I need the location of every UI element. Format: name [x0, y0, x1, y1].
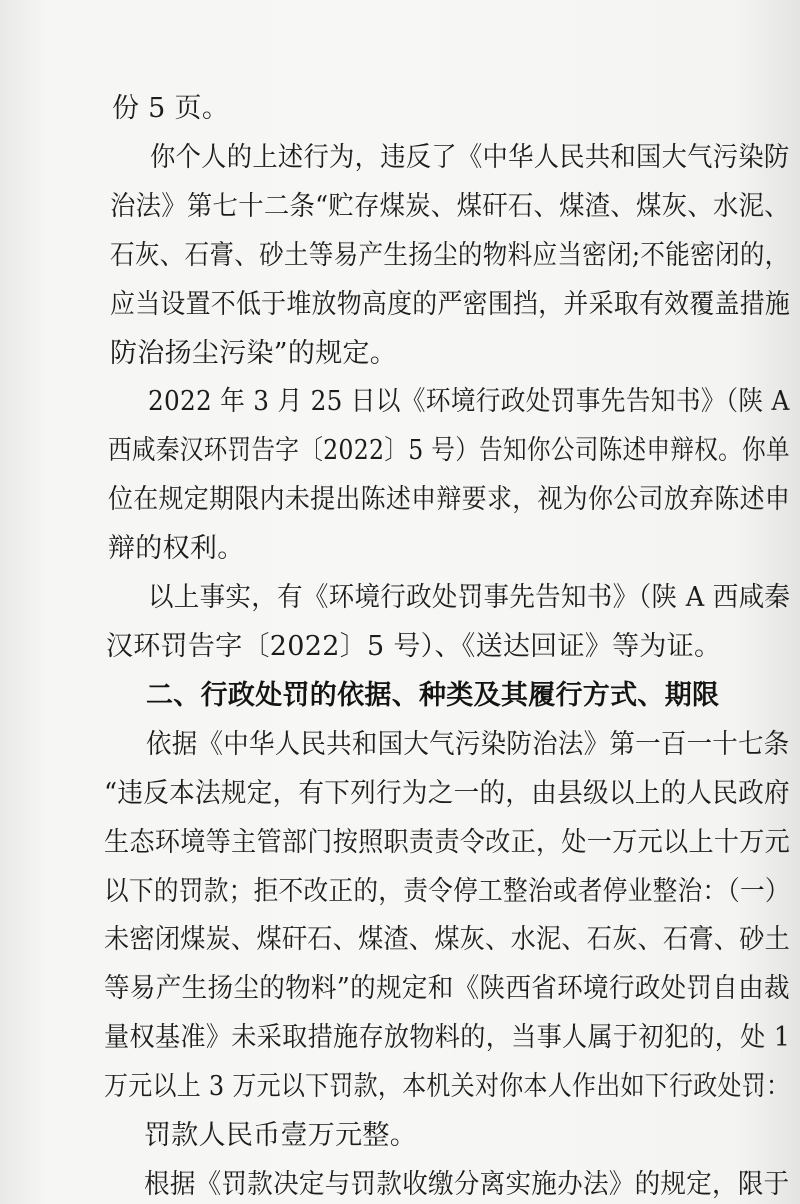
text-line: 石灰、石膏、砂土等易产生扬尘的物料应当密闭;不能密闭的， [110, 240, 790, 271]
text-line: “违反本法规定，有下列行为之一的，由县级以上的人民政府 [104, 778, 790, 809]
text-line: 罚款人民币壹万元整。 [144, 1120, 417, 1151]
text-line: 份 5 页。 [112, 93, 230, 124]
text-line: 应当设置不低于堆放物高度的严密围挡，并采取有效覆盖措施 [110, 289, 791, 320]
text-line: 万元以上 3 万元以下罚款，本机关对你本人作出如下行政处罚： [104, 1071, 791, 1102]
text-line: 生态环境等主管部门按照职责责令改正，处一万元以上十万元 [104, 827, 791, 858]
text-line: 防治扬尘污染”的规定。 [110, 338, 398, 369]
section-heading: 二、行政处罚的依据、种类及其履行方式、期限 [146, 680, 720, 711]
text-line: 以上事实，有《环境行政处罚事先告知书》（陕 A 西咸秦 [148, 582, 791, 613]
text-line: 未密闭煤炭、煤矸石、煤渣、煤灰、水泥、石灰、石膏、砂土 [104, 924, 791, 955]
text-line: 根据《罚款决定与罚款收缴分离实施办法》的规定，限于 [144, 1169, 790, 1200]
text-line: 2022 年 3 月 25 日以《环境行政处罚事先告知书》（陕 A [148, 386, 790, 417]
text-line: 量权基准》未采取措施存放物料的，当事人属于初犯的，处 1 [104, 1022, 791, 1053]
text-line: 你个人的上述行为，违反了《中华人民共和国大气污染防 [150, 142, 790, 173]
text-line: 依据《中华人民共和国大气污染防治法》第一百一十七条 [146, 729, 790, 760]
text-line: 治法》第七十二条“贮存煤炭、煤矸石、煤渣、煤灰、水泥、 [110, 191, 790, 222]
text-line: 汉环罚告字〔2022〕5 号）、《送达回证》等为证。 [106, 631, 722, 662]
text-line: 位在规定期限内未提出陈述申辩要求，视为你公司放弃陈述申 [108, 484, 791, 515]
text-line: 等易产生扬尘的物料”的规定和《陕西省环境行政处罚自由裁 [104, 973, 790, 1004]
text-line: 西咸秦汉环罚告字〔2022〕5 号）告知你公司陈述申辩权。你单 [108, 435, 790, 466]
text-line: 辩的权利。 [108, 533, 245, 564]
text-line: 以下的罚款；拒不改正的，责令停工整治或者停业整治：（一） [104, 876, 790, 907]
